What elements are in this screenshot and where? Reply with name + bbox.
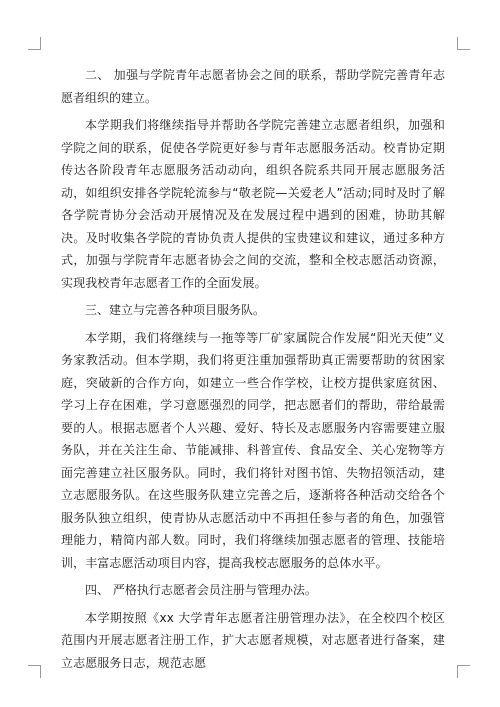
section-heading-3: 三、建立与完善各种项目服务队。	[85, 303, 266, 317]
crop-mark-top-left	[28, 37, 41, 50]
crop-mark-top-right	[457, 37, 470, 50]
crop-mark-bottom-left	[28, 665, 41, 678]
section-paragraph-3: 本学期，我们将继续与一拖等等厂矿家属院合作发展“阳光天使”义务家教活动。但本学期，我们将更注重加强帮助真正需要帮助的贫困家庭，突破新的合作方向，如建立一些合作学校，让校方提供家庭贫困、学习上存在困难，学习意愿强烈的同学，把志愿者们的帮助，带给最需要的人。根据志愿者个人兴趣、爱好、特长及志愿服务内容需要建立服务队，并在关注生命、节能减排、科普宣传、食品安全、关心宠物等方面完善建立社区服务队。同时，我们将针对图书馆、失物招领活动，建立志愿服务队。在这些服务队建立完善之后，逐渐将各种活动交给各个服务队独立组织，使青协从志愿活动中不再担任参与者的角色，加强管理能力，精简内部人数。同时，我们将继续加强志愿者的管理、技能培训，丰富志愿活动项目内容，提高我校志愿服务的总体水平。	[61, 330, 445, 570]
document-body	[61, 64, 445, 674]
crop-mark-bottom-right	[457, 665, 470, 678]
section-heading-4: 四、 严格执行志愿者会员注册与管理办法。	[85, 583, 317, 597]
section-paragraph-2: 本学期我们将继续指导并帮助各学院完善建立志愿者组织，加强和学院之间的联系，促使各学院更好参与青年志愿服务活动。校青协定期传达各阶段青年志愿服务活动动向，组织各院系共同开展志愿服务活动，如组织安排各学院轮流参与“敬老院—关爱老人”活动;同时及时了解各学院青协分会活动开展情况及在发展过程中遇到的困难，协助其解决。及时收集各学院的青协负责人提供的宝贵建议和建议，通过多种方式，加强与学院青年志愿者协会之间的交流，整和全校志愿活动资源，实现我校青年志愿者工作的全面发展。	[61, 118, 445, 290]
section-paragraph-4: 本学期按照《xx 大学青年志愿者注册管理办法》，在全校四个校区范围内开展志愿者注册工作，扩大志愿者规模，对志愿者进行备案，建立志愿服务日志，规范志愿	[61, 610, 445, 670]
section-heading-2: 二、 加强与学院青年志愿者协会之间的联系，帮助学院完善青年志愿者组织的建立。	[61, 68, 445, 105]
